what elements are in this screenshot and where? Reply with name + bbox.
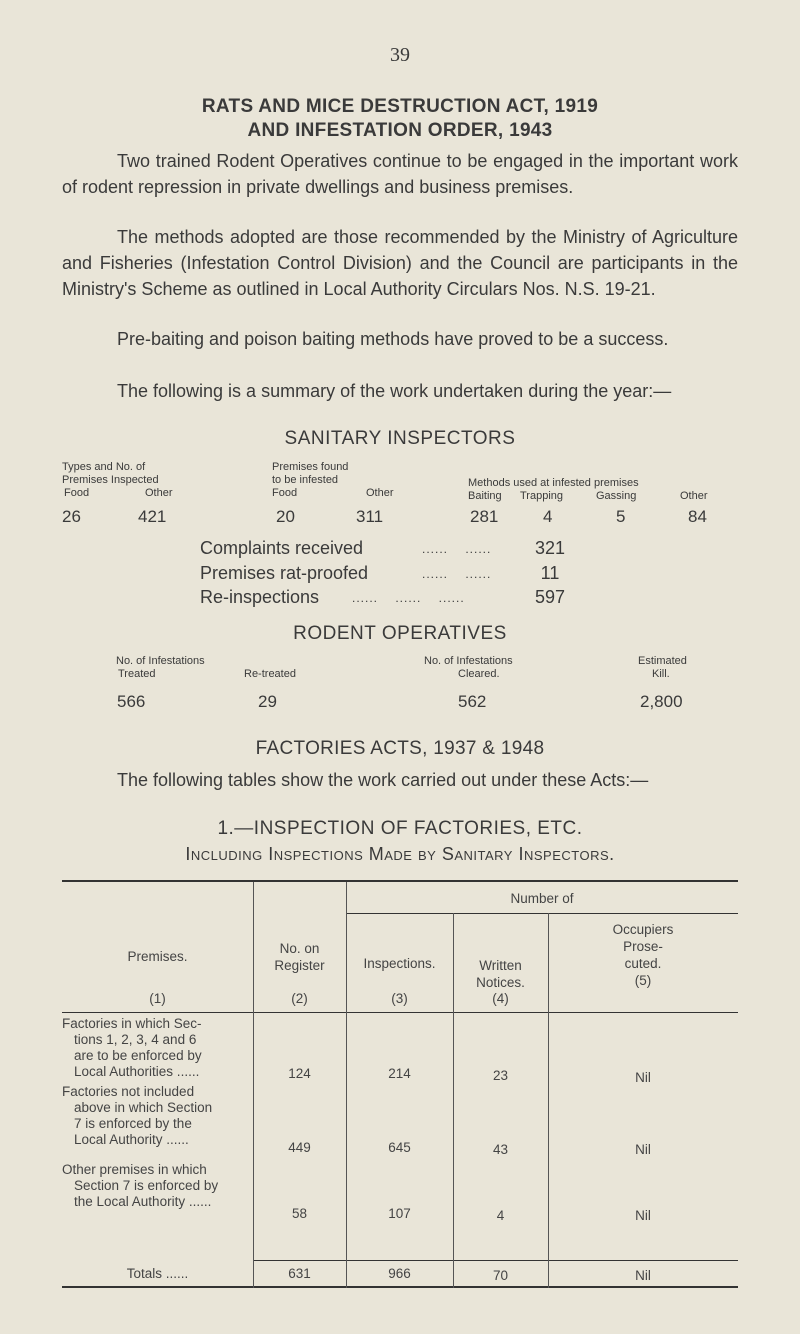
sanitary-inspectors-title: SANITARY INSPECTORS [284,428,516,449]
table-bottom-rule [62,1286,738,1288]
paragraph-rodent-operatives: Two trained Rodent Operatives continue to be engaged in the important work of rodent repression in private dwellings and business premises. [62,151,738,197]
header-inspections-number: (3) [391,991,408,1006]
header-register-line2: Register [274,958,325,973]
rats-act-heading-line2: AND INFESTATION ORDER, 1943 [247,120,553,141]
header-inspections: Inspections. [363,956,436,971]
summary-rat-proofed [200,563,620,584]
header-types-line2: Premises Inspected [62,474,159,486]
header-food: Food [64,487,90,499]
number-of-rule [346,913,738,914]
header-found-food: Food [272,487,298,499]
cell-register: 124 [288,1066,311,1081]
header-cleared-line2: Cleared. [458,668,500,680]
table-top-rule [62,880,738,882]
header-number-of: Number of [510,891,574,906]
header-found-line2: to be infested [272,474,339,486]
header-notices-number: (4) [492,991,509,1006]
table-row-premises [62,1016,252,1080]
total-prosecuted: Nil [635,1268,651,1283]
cell-prosecuted: Nil [635,1142,651,1157]
paragraph-methods: The methods adopted are those recommended by the Ministry of Agriculture and Fisheries (Infestation Control Division) and the Council are participants in the Ministry's Scheme as outlined in Local Authority Circulars Nos. N.S. 19-21. [62,227,738,299]
summary-value: 597 [534,587,566,607]
summary-complaints [200,538,620,559]
premises-line: Local Authorities ...... [74,1064,200,1079]
header-treated: Treated [118,668,156,680]
factories-acts-heading: FACTORIES ACTS, 1937 & 1948 [255,738,545,759]
header-types-line1: Types and No. of [62,461,146,473]
premises-line: Factories in which Sec- [62,1016,202,1031]
premises-line: above in which Section [74,1100,213,1115]
header-register-number: (2) [291,991,308,1006]
col-divider-2 [346,882,347,1288]
header-premises: Premises. [127,949,188,964]
header-other: Other [145,487,173,499]
value-trapping: 4 [543,507,553,526]
header-prosecuted-number: (5) [634,973,652,988]
rodent-operatives-title: RODENT OPERATIVES [293,623,507,644]
leader-dots: ...... ...... ...... [352,591,465,605]
summary-value: 11 [540,563,560,583]
value-retreated: 29 [258,692,277,711]
header-methods-other: Other [680,490,708,502]
cell-register: 449 [288,1140,311,1155]
value-treated: 566 [117,692,146,711]
paragraph-pre-baiting: Pre-baiting and poison baiting methods have proved to be a success. [117,329,669,349]
cell-notices: 4 [496,1208,505,1223]
header-premises-number: (1) [149,991,166,1006]
table-row-premises [62,1084,252,1148]
summary-label: Premises rat-proofed [200,563,369,583]
cell-register: 58 [291,1206,308,1221]
cell-inspections: 214 [388,1066,411,1081]
cell-notices: 43 [492,1142,509,1157]
total-inspections: 966 [388,1266,411,1281]
value-estimated-kill: 2,800 [640,692,683,711]
value-food: 26 [62,507,81,526]
header-register-line1: No. on [279,941,320,956]
value-baiting: 281 [470,507,499,526]
cell-prosecuted: Nil [635,1070,651,1085]
header-found-other: Other [366,487,394,499]
inspection-table [62,870,738,1290]
summary-label: Re-inspections [200,587,320,607]
header-kill-line2: Kill. [652,668,670,680]
value-other: 421 [138,507,167,526]
header-no-of-infestations: No. of Infestations [116,655,205,667]
page-number: 39 [390,44,410,66]
summary-label: Complaints received [200,538,364,558]
cell-notices: 23 [492,1068,509,1083]
table-subtitle: Including Inspections Made by Sanitary Inspectors. [185,844,615,864]
value-methods-other: 84 [688,507,707,526]
premises-line: Other premises in which [62,1162,207,1177]
cell-inspections: 645 [388,1140,411,1155]
totals-top-rule [253,1260,738,1261]
value-found-other: 311 [356,507,384,526]
value-found-food: 20 [276,507,295,526]
header-baiting: Baiting [468,490,502,502]
header-prosecuted-line2: Prose- [623,939,663,954]
header-notices-line2: Notices. [476,975,525,990]
header-gassing: Gassing [596,490,637,502]
rats-act-heading-line1: RATS AND MICE DESTRUCTION ACT, 1919 [201,96,599,117]
leader-dots: ...... ...... [422,542,492,556]
header-kill-line1: Estimated [638,655,687,667]
table-row-premises [62,1162,252,1210]
total-register: 631 [288,1266,311,1281]
premises-line: Section 7 is enforced by [74,1178,219,1193]
totals-label: Totals ...... [126,1266,189,1281]
total-notices: 70 [492,1268,509,1283]
header-prosecuted-line3: cuted. [624,956,662,971]
premises-line: the Local Authority ...... [74,1194,212,1209]
summary-reinspections [200,587,620,608]
premises-line: tions 1, 2, 3, 4 and 6 [74,1032,197,1047]
header-methods: Methods used at infested premises [468,477,639,489]
summary-value: 321 [534,538,566,558]
premises-line: Local Authority ...... [74,1132,189,1147]
header-trapping: Trapping [520,490,564,502]
header-bottom-rule [62,1012,738,1013]
value-gassing: 5 [616,507,626,526]
cell-prosecuted: Nil [635,1208,651,1223]
header-retreated: Re-treated [244,668,296,680]
header-prosecuted-line1: Occupiers [612,922,674,937]
table-title: 1.—INSPECTION OF FACTORIES, ETC. [217,818,583,839]
paragraph-summary-intro: The following is a summary of the work undertaken during the year:— [117,381,672,401]
cell-inspections: 107 [388,1206,411,1221]
header-found-line1: Premises found [272,461,349,473]
premises-line: Factories not included [62,1084,195,1099]
premises-line: 7 is enforced by the [74,1116,192,1131]
premises-line: are to be enforced by [74,1048,202,1063]
value-cleared: 562 [458,692,487,711]
header-notices-line1: Written [479,958,522,973]
factories-intro: The following tables show the work carried out under these Acts:— [117,770,649,790]
leader-dots: ...... ...... [422,567,492,581]
header-cleared-line1: No. of Infestations [424,655,513,667]
